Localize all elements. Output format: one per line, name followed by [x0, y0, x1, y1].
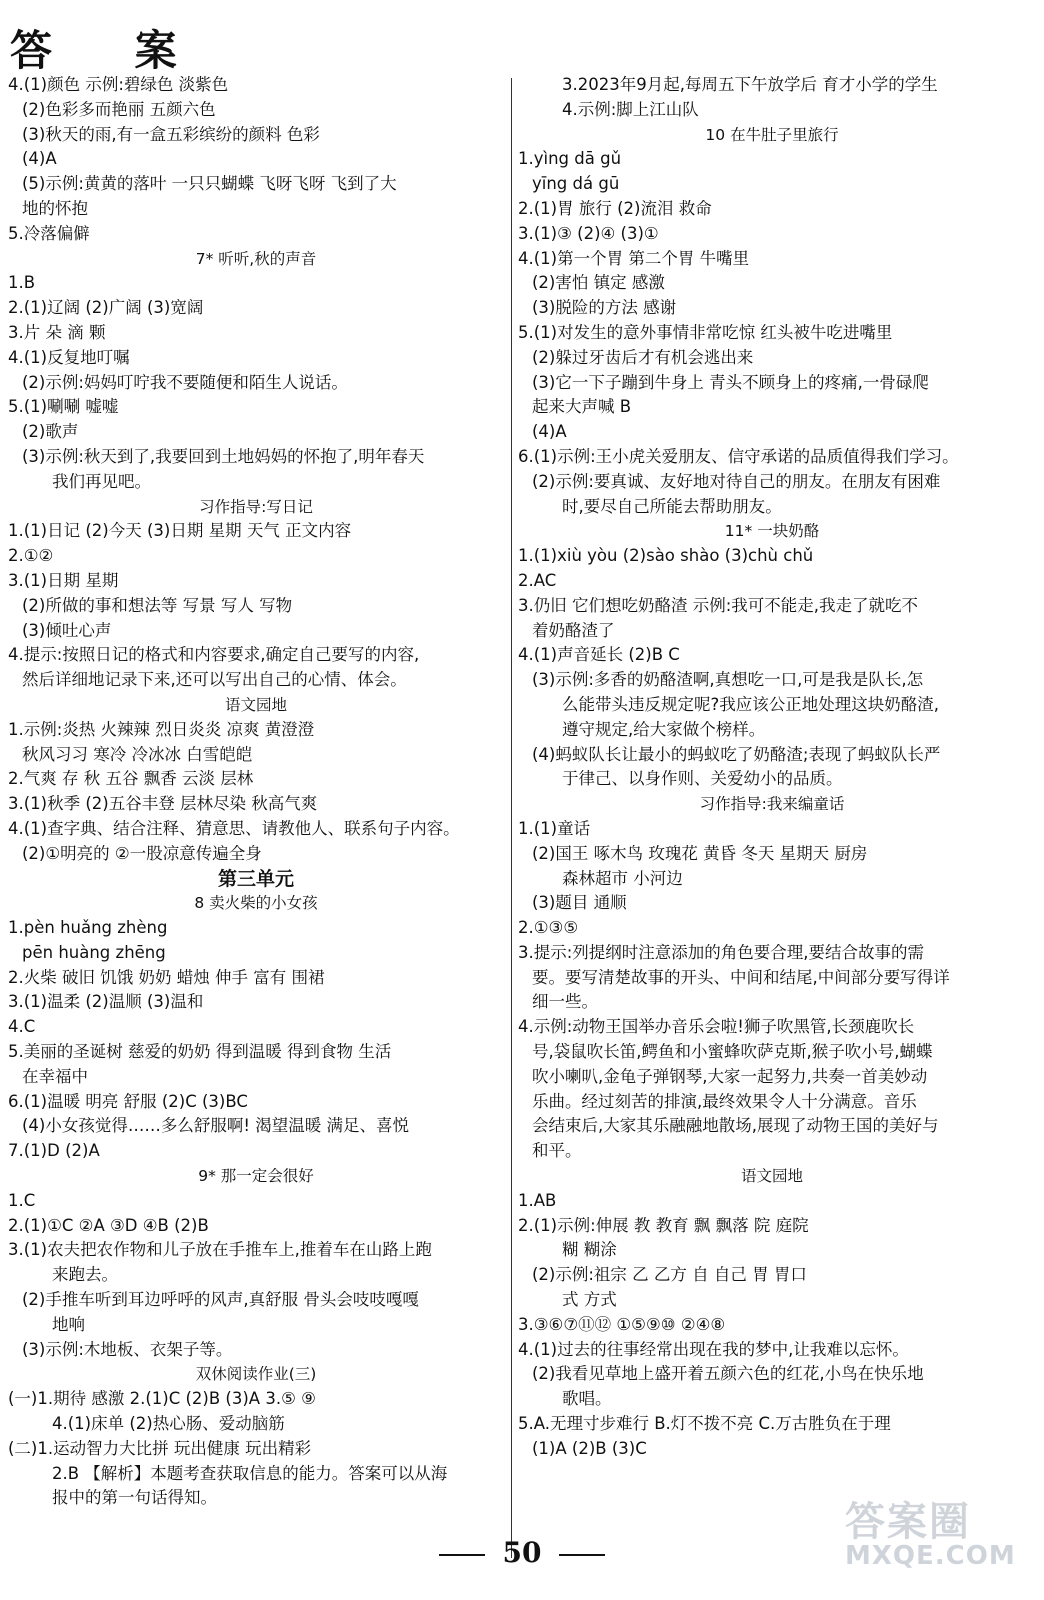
answer-line: 糊 糊涂 — [562, 1240, 617, 1260]
answer-line: 5.(1)唰唰 嘘嘘 — [8, 397, 119, 417]
answer-line: 双休阅读作业(三) — [195, 1365, 317, 1384]
answer-line: 5.A.无理寸步难行 B.灯不拨不亮 C.万古胜负在于理 — [518, 1414, 891, 1434]
answer-line: 来跑去。 — [52, 1265, 118, 1285]
answer-line: 4.(1)声音延长 (2)B C — [518, 645, 680, 665]
answer-line: 吹小喇叭,金龟子弹钢琴,大家一起努力,共奏一首美妙动 — [532, 1066, 928, 1086]
answer-line: 1.pèn huǎng zhèng — [8, 918, 168, 938]
answer-line: 1.(1)日记 (2)今天 (3)日期 星期 天气 正文内容 — [8, 521, 352, 541]
answer-line: 6.(1)示例:王小虎关爱朋友、信守承诺的品质值得我们学习。 — [518, 446, 959, 466]
left-column — [8, 73, 504, 1511]
answer-line: 7* 听听,秋的声音 — [195, 249, 317, 268]
answer-line: 时,要尽自己所能去帮助朋友。 — [562, 496, 782, 516]
answer-line: 语文园地 — [224, 695, 287, 714]
answer-line: 地的怀抱 — [22, 198, 88, 218]
answer-line: (4)A — [22, 149, 57, 169]
answer-line: (3)倾吐心声 — [22, 620, 112, 640]
answer-line: 语文园地 — [740, 1167, 803, 1186]
answer-line: 9* 那一定会很好 — [198, 1167, 314, 1186]
answer-line: 3.(1)③ (2)④ (3)① — [518, 223, 659, 243]
answer-line: (3)示例:秋天到了,我要回到土地妈妈的怀抱了,明年春天 — [22, 446, 425, 466]
answer-line: 1.B — [8, 273, 36, 293]
answer-line: (2)手推车听到耳边呼呼的风声,真舒服 骨头会吱吱嘎嘎 — [22, 1290, 419, 1310]
answer-line: (2)害怕 镇定 感激 — [532, 273, 665, 293]
answer-line: 第三单元 — [217, 867, 294, 890]
answer-line: 习作指导:写日记 — [199, 497, 313, 516]
answer-line: 2.气爽 存 秋 五谷 飘香 云淡 层林 — [8, 769, 254, 789]
answer-line: 秋风习习 寒冷 冷冰冰 白雪皑皑 — [22, 744, 253, 764]
answer-line: (5)示例:黄黄的落叶 一只只蝴蝶 飞呀飞呀 飞到了大 — [22, 174, 397, 194]
answer-line: (4)小女孩觉得……多么舒服啊! 渴望温暖 满足、喜悦 — [22, 1116, 409, 1136]
answer-line: 要。要写清楚故事的开头、中间和结尾,中间部分要写得详 — [532, 967, 950, 987]
right-column — [518, 73, 1026, 1462]
answer-line: 1.示例:炎热 火辣辣 烈日炎炎 凉爽 黄澄澄 — [8, 719, 315, 739]
answer-line: 么能带头违反规定呢?我应该公正地处理这块奶酪渣, — [562, 694, 940, 714]
answer-line: 习作指导:我来编童话 — [699, 795, 845, 814]
answer-line: 1.(1)童话 — [518, 818, 591, 838]
answer-line: (2)躲过牙齿后才有机会逃出来 — [532, 347, 754, 367]
answer-line: 和平。 — [532, 1141, 582, 1161]
answer-line: 4.提示:按照日记的格式和内容要求,确定自己要写的内容, — [8, 645, 420, 665]
answer-line: 3.③⑥⑦⑪⑫ ①⑤⑨⑩ ②④⑧ — [518, 1314, 726, 1334]
answer-line: 然后详细地记录下来,还可以写出自己的心情、体会。 — [22, 670, 407, 690]
answer-line: 3.片 朵 滴 颗 — [8, 322, 106, 342]
answer-line: 地响 — [52, 1314, 85, 1334]
answer-line: 3.2023年9月起,每周五下午放学后 育才小学的学生 — [562, 75, 938, 94]
answer-line: 3.(1)秋季 (2)五谷丰登 层林尽染 秋高气爽 — [8, 794, 318, 814]
answer-line: 我们再见吧。 — [52, 471, 151, 491]
column-divider — [511, 78, 512, 1558]
answer-line: (3)脱险的方法 感谢 — [532, 298, 677, 318]
answer-line: (3)示例:多香的奶酪渣啊,真想吃一口,可是我是队长,怎 — [532, 670, 924, 690]
answer-line: 3.(1)温柔 (2)温顺 (3)温和 — [8, 992, 204, 1012]
watermark — [845, 1490, 1025, 1590]
answer-line: 2.B 【解析】本题考查获取信息的能力。答案可以从海 — [52, 1463, 448, 1483]
dash-right — [559, 1554, 605, 1556]
page-number: 50 — [502, 1536, 542, 1569]
answer-line: 号,袋鼠吹长笛,鳄鱼和小蜜蜂吹萨克斯,猴子吹小号,蝴蝶 — [532, 1042, 933, 1062]
answer-line: 歌唱。 — [562, 1389, 612, 1409]
answer-line: 4.(1)第一个胃 第二个胃 牛嘴里 — [518, 248, 750, 268]
answer-line: 2.AC — [518, 570, 557, 590]
answer-line: 2.①② — [8, 546, 54, 566]
answer-line: (3)示例:木地板、衣架子等。 — [22, 1339, 233, 1359]
answer-line: 7.(1)D (2)A — [8, 1141, 100, 1161]
answer-line: 4.(1)床单 (2)热心肠、爱动脑筋 — [52, 1414, 285, 1434]
answer-line: (一)1.期待 感激 2.(1)C (2)B (3)A 3.⑤ ⑨ — [8, 1389, 316, 1409]
dash-left — [439, 1554, 485, 1556]
answer-line: 6.(1)温暖 明亮 舒服 (2)C (3)BC — [8, 1091, 248, 1111]
answer-line: (2)示例:祖宗 乙 乙方 自 自己 胃 胃口 — [532, 1265, 807, 1285]
answer-line: 10 在牛肚子里旅行 — [705, 125, 839, 144]
answer-line: 森林超市 小河边 — [562, 868, 683, 888]
answer-line: 2.火柴 破旧 饥饿 奶奶 蜡烛 伸手 富有 围裙 — [8, 967, 325, 987]
answer-line: 4.(1)颜色 示例:碧绿色 淡紫色 — [8, 75, 229, 94]
answer-line: 细一些。 — [532, 992, 598, 1012]
answer-line: 4.C — [8, 1017, 36, 1037]
answer-line: 遵守规定,给大家做个榜样。 — [562, 719, 766, 739]
answer-line: 3.提示:列提纲时注意添加的角色要合理,要结合故事的需 — [518, 942, 925, 962]
answer-line: (2)示例:妈妈叮咛我不要随便和陌生人说话。 — [22, 372, 348, 392]
answer-line: 1.C — [8, 1190, 36, 1210]
answer-line: 11* 一块奶酪 — [724, 522, 820, 541]
watermark-text: 答案圈 — [845, 1499, 971, 1545]
answer-line: 4.示例:脚上江山队 — [562, 99, 699, 119]
answer-line: 4.示例:动物王国举办音乐会啦!狮子吹黑管,长颈鹿吹长 — [518, 1017, 915, 1037]
answer-line: (1)A (2)B (3)C — [532, 1438, 647, 1458]
answer-line: 5.(1)对发生的意外事情非常吃惊 红头被牛吃进嘴里 — [518, 322, 893, 342]
answer-line: (2)国王 啄木鸟 玫瑰花 黄昏 冬天 星期天 厨房 — [532, 843, 868, 863]
answer-line: 4.(1)过去的往事经常出现在我的梦中,让我难以忘怀。 — [518, 1339, 909, 1359]
answer-line: 2.(1)胃 旅行 (2)流泪 救命 — [518, 198, 712, 218]
answer-line: (2)示例:要真诚、友好地对待自己的朋友。在朋友有困难 — [532, 471, 941, 491]
answer-line: 5.美丽的圣诞树 慈爱的奶奶 得到温暖 得到食物 生活 — [8, 1042, 392, 1062]
answer-line: (2)我看见草地上盛开着五颜六色的红花,小鸟在快乐地 — [532, 1364, 924, 1384]
answer-line: (3)秋天的雨,有一盒五彩缤纷的颜料 色彩 — [22, 124, 320, 144]
answer-line: 3.(1)农夫把农作物和儿子放在手推车上,推着车在山路上跑 — [8, 1240, 432, 1260]
answer-line: 报中的第一句话得知。 — [52, 1488, 217, 1508]
answer-line: (4)A — [532, 422, 567, 442]
answer-line: 式 方式 — [562, 1290, 617, 1310]
answer-line: 2.(1)辽阔 (2)广阔 (3)宽阔 — [8, 298, 204, 318]
answer-line: (2)①明亮的 ②一股凉意传遍全身 — [22, 843, 262, 863]
page-header: 答 案 — [10, 26, 211, 75]
answer-line: 1.yìng dā gǔ — [518, 149, 622, 169]
answer-line: 于律己、以身作则、关爱幼小的品质。 — [562, 769, 843, 789]
answer-line: (4)蚂蚁队长让最小的蚂蚁吃了奶酪渣;表现了蚂蚁队长严 — [532, 744, 941, 764]
answer-line: 3.仍旧 它们想吃奶酪渣 示例:我可不能走,我走了就吃不 — [518, 595, 919, 615]
answer-line: 8 卖火柴的小女孩 — [194, 894, 318, 913]
answer-line: 4.(1)查字典、结合注释、猜意思、请教他人、联系句子内容。 — [8, 818, 460, 838]
answer-line: 4.(1)反复地叮嘱 — [8, 347, 130, 367]
answer-line: (3)题目 通顺 — [532, 893, 627, 913]
watermark-url: MXQE.COM — [845, 1541, 1016, 1571]
answer-line: 2.(1)示例:伸展 教 教育 飘 飘落 院 庭院 — [518, 1215, 809, 1235]
answer-line: (2)所做的事和想法等 写景 写人 写物 — [22, 595, 293, 615]
answer-line: 1.(1)xiù yòu (2)sào shào (3)chù chǔ — [518, 546, 814, 566]
answer-line: 乐曲。经过刻苦的排演,最终效果令人十分满意。音乐 — [532, 1091, 917, 1111]
answer-line: (3)它一下子蹦到牛身上 青头不顾身上的疼痛,一骨碌爬 — [532, 372, 929, 392]
answer-line: 起来大声喊 B — [532, 397, 632, 417]
answer-line: pēn huàng zhēng — [22, 942, 166, 962]
answer-line: 在幸福中 — [22, 1066, 88, 1086]
answer-line: (2)歌声 — [22, 422, 79, 442]
answer-line: (2)色彩多而艳丽 五颜六色 — [22, 99, 216, 119]
answer-line: 会结束后,大家其乐融融地散场,展现了动物王国的美好与 — [532, 1116, 939, 1136]
answer-line: 着奶酪渣了 — [532, 620, 615, 640]
answer-line: 2.①③⑤ — [518, 918, 579, 938]
answer-line: (二)1.运动智力大比拼 玩出健康 玩出精彩 — [8, 1438, 312, 1458]
answer-line: 1.AB — [518, 1190, 557, 1210]
answer-line: 2.(1)①C ②A ③D ④B (2)B — [8, 1215, 209, 1235]
answer-line: 3.(1)日期 星期 — [8, 570, 119, 590]
answer-line: yīng dá gū — [532, 174, 620, 194]
answer-line: 5.冷落偏僻 — [8, 223, 90, 243]
